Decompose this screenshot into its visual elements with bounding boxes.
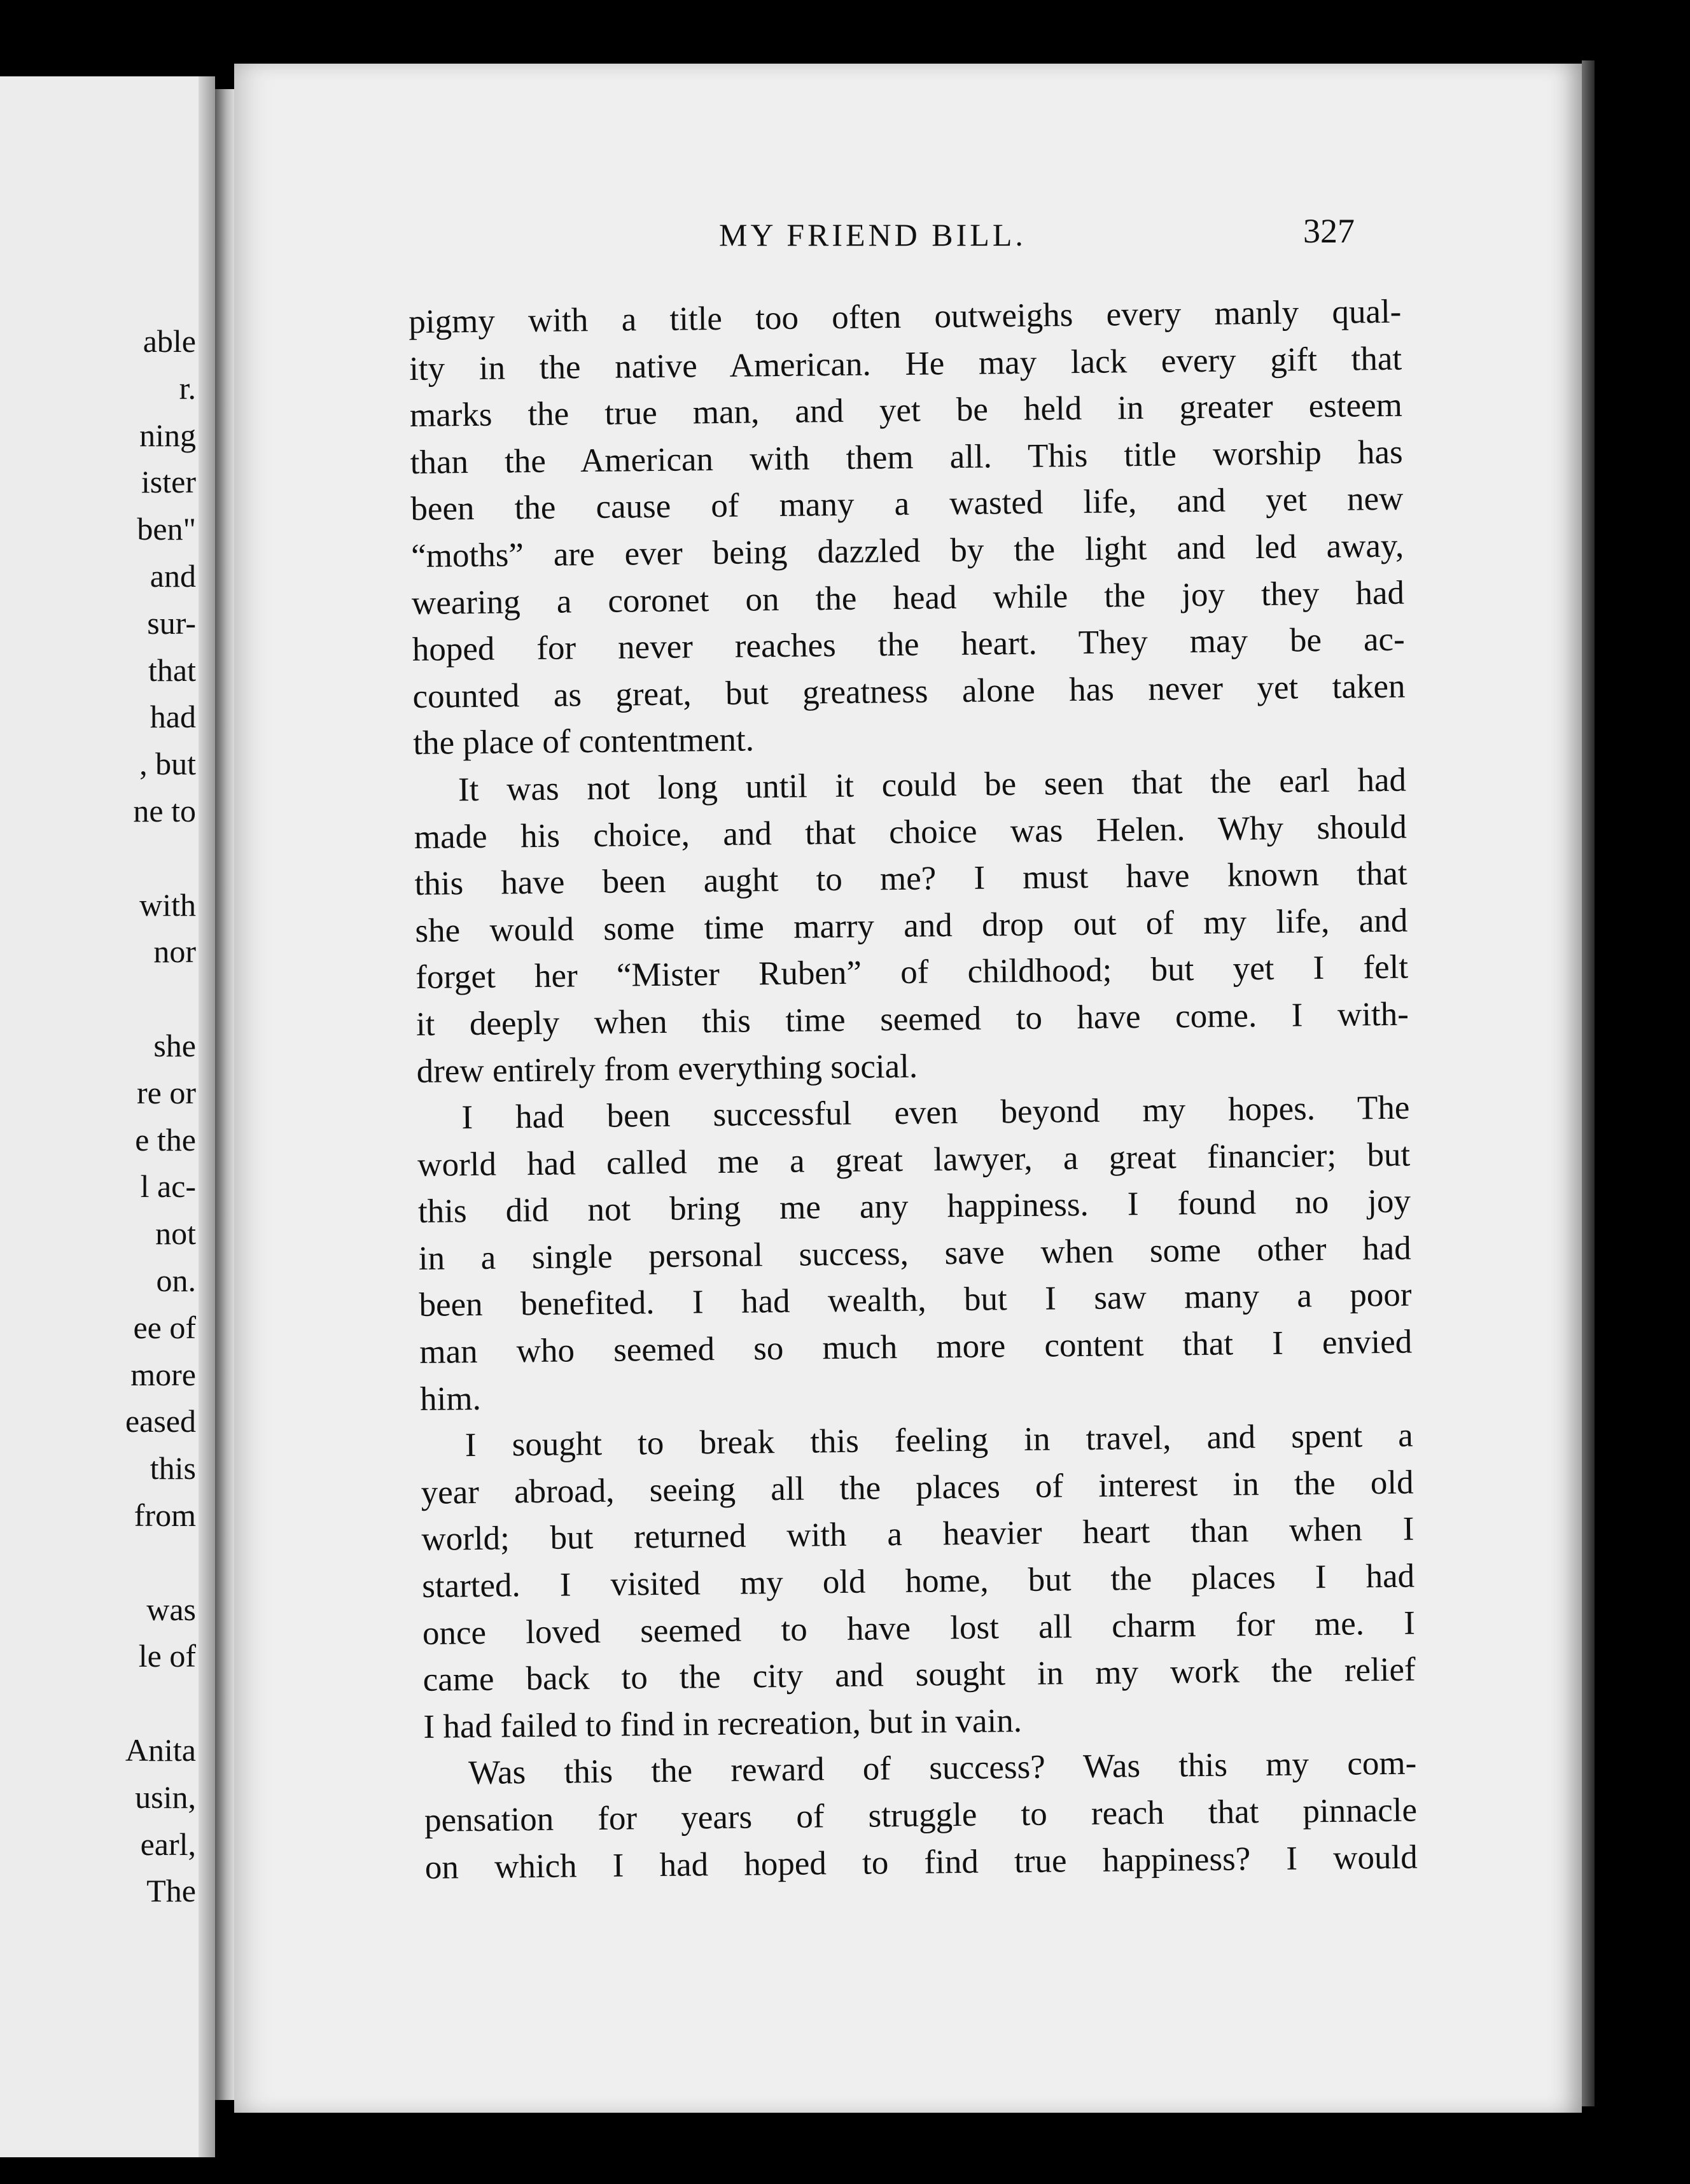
- text-line: this did not bring me any happiness. I found no joy: [417, 1182, 1411, 1231]
- previous-page-line-fragment: sur-: [147, 605, 196, 641]
- text-line: world; but returned with a heavier heart than when I: [421, 1510, 1414, 1558]
- previous-page-line-fragment: l ac-: [140, 1168, 196, 1205]
- previous-page-line-fragment: able: [143, 323, 196, 359]
- previous-page-line-fragment: e the: [135, 1121, 196, 1158]
- previous-page-line-fragment: Anita: [125, 1732, 196, 1768]
- previous-page-line-fragment: was: [146, 1591, 196, 1627]
- text-line: ity in the native American. He may lack every gift that: [409, 340, 1402, 388]
- paragraph: [417, 1085, 1413, 1423]
- text-line: forget her “Mister Ruben” of childhood; but yet I felt: [415, 948, 1409, 997]
- text-line: I had been successful even beyond my hopes. The: [461, 1089, 1410, 1137]
- page-edge-shadow: [1582, 60, 1595, 2106]
- previous-page-line-fragment: she: [153, 1027, 196, 1063]
- text-line: in a single personal success, save when some other had: [418, 1229, 1412, 1277]
- previous-page-line-fragment: le of: [138, 1638, 196, 1674]
- previous-page-line-fragment: The: [146, 1873, 196, 1909]
- text-line: year abroad, seeing all the places of interest in the old: [421, 1464, 1414, 1511]
- text-line: on which I had hoped to find true happiness? I would: [424, 1838, 1418, 1886]
- text-line: the place of contentment.: [413, 721, 755, 762]
- previous-page-line-fragment: ben": [137, 511, 196, 547]
- text-line: started. I visited my old home, but the places I had: [421, 1557, 1415, 1605]
- previous-page-line-fragment: this: [150, 1450, 196, 1487]
- previous-page: [0, 76, 215, 2157]
- previous-page-line-fragment: more: [130, 1356, 196, 1392]
- previous-page-line-fragment: usin,: [135, 1779, 196, 1815]
- previous-page-line-fragment: [5, 835, 196, 882]
- text-line: Was this the reward of success? Was this my com-: [468, 1744, 1417, 1792]
- previous-page-line-fragment: not: [155, 1215, 196, 1252]
- previous-page-line-fragment: and: [150, 557, 196, 594]
- previous-page-line-fragment: with: [139, 886, 196, 923]
- paragraph: [414, 757, 1409, 1095]
- text-line: I had failed to find in recreation, but in vain.: [423, 1702, 1023, 1746]
- paragraph: [409, 289, 1406, 767]
- page-number: 327: [1303, 212, 1355, 250]
- previous-page-line-fragment: ne to: [133, 792, 196, 829]
- text-line: been benefited. I had wealth, but I saw many a poor: [419, 1277, 1412, 1324]
- text-line: It was not long until it could be seen that the earl had: [457, 761, 1407, 809]
- previous-page-line-fragment: ister: [141, 464, 196, 500]
- previous-page-line-fragment: , but: [139, 746, 196, 782]
- book-gutter: [215, 89, 234, 2100]
- previous-page-line-fragment: ning: [139, 417, 196, 453]
- text-line: him.: [419, 1380, 482, 1418]
- previous-page-line-fragment: ee of: [133, 1309, 196, 1345]
- previous-page-line-fragment: earl,: [140, 1826, 196, 1862]
- previous-page-line-fragment: re or: [137, 1074, 196, 1110]
- text-line: once loved seemed to have lost all charm for me. I: [422, 1604, 1416, 1652]
- text-line: she would some time marry and drop out of my life, and: [415, 902, 1408, 949]
- previous-page-line-fragment: nor: [153, 934, 196, 970]
- running-header: MY FRIEND BILL.: [719, 217, 1026, 253]
- previous-page-text-fragments: [5, 318, 196, 1915]
- text-line: came back to the city and sought in my work the relief: [422, 1651, 1416, 1699]
- text-line: pensation for years of struggle to reach that pinnacle: [424, 1791, 1418, 1839]
- previous-page-line-fragment: on.: [156, 1262, 196, 1298]
- previous-page-line-fragment: [5, 1680, 196, 1727]
- text-line: than the American with them all. This title worship has: [410, 433, 1403, 481]
- text-line: I sought to break this feeling in travel, and spent a: [464, 1417, 1414, 1464]
- previous-page-line-fragment: had: [150, 699, 196, 735]
- text-line: man who seemed so much more content that I envied: [419, 1323, 1413, 1371]
- text-line: counted as great, but greatness alone has never yet taken: [412, 668, 1406, 715]
- paragraph: [420, 1413, 1416, 1751]
- previous-page-line-fragment: from: [134, 1497, 196, 1533]
- text-line: it deeply when this time seemed to have come. I with-: [416, 995, 1409, 1043]
- text-line: drew entirely from everything social.: [416, 1047, 918, 1090]
- previous-page-line-fragment: r.: [179, 370, 196, 406]
- text-line: been the cause of many a wasted life, and yet new: [410, 480, 1404, 528]
- body-text: [409, 289, 1418, 1891]
- text-line: pigmy with a title too often outweighs every manly qual-: [409, 293, 1402, 340]
- previous-page-line-fragment: eased: [125, 1403, 196, 1439]
- previous-page-line-fragment: [5, 976, 196, 1023]
- text-line: marks the true man, and yet be held in greater esteem: [409, 386, 1403, 435]
- text-line: made his choice, and that choice was Helen. Why should: [414, 808, 1407, 856]
- text-line: world had called me a great lawyer, a great financier; but: [417, 1136, 1411, 1184]
- previous-page-line-fragment: [5, 1539, 196, 1586]
- previous-page-line-fragment: that: [148, 652, 196, 688]
- text-line: hoped for never reaches the heart. They may be ac-: [412, 620, 1405, 669]
- paragraph: [424, 1740, 1418, 1891]
- text-line: this have been aught to me? I must have known that: [414, 855, 1407, 903]
- text-line: “moths” are ever being dazzled by the light and led away,: [410, 527, 1404, 575]
- text-line: wearing a coronet on the head while the joy they had: [411, 574, 1405, 622]
